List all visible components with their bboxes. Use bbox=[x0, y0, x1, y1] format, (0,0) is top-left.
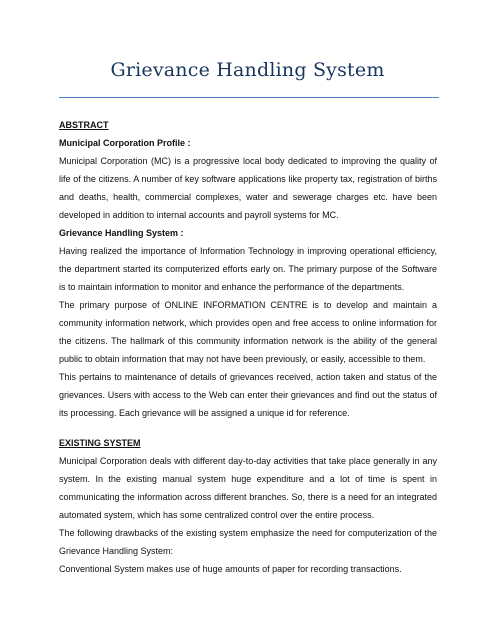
grievance-system-heading: Grievance Handling System : bbox=[59, 228, 184, 238]
existing-paragraph-3: Conventional System makes use of huge amounts of paper for recording transactions. bbox=[59, 564, 402, 574]
grievance-paragraph-2: The primary purpose of ONLINE INFORMATION CENTRE is to develop and maintain a community information network, which provides open and free access to online information for the citizens. The hallmark of this community information network is the ability of the general public to obtain information that may not have been previously, or easily, accessible to them. bbox=[59, 300, 437, 364]
existing-system-section bbox=[59, 434, 437, 578]
title-divider bbox=[59, 97, 439, 98]
grievance-paragraph-3: This pertains to maintenance of details of grievances received, action taken and status of the grievances. Users with access to the Web can enter their grievances and find out the status of its processing. Each grievance will be assigned a unique id for reference. bbox=[59, 372, 437, 418]
existing-paragraph-1: Municipal Corporation deals with different day-to-day activities that take place generally in any system. In the existing manual system huge expenditure and a lot of time is spent in communicating the information across different branches. So, there is a need for an integrated automated system, which has some centralized control over the entire process. bbox=[59, 456, 437, 520]
document-title: Grievance Handling System bbox=[110, 59, 385, 81]
mc-profile-paragraph: Municipal Corporation (MC) is a progressive local body dedicated to improving the quality of life of the citizens. A number of key software applications like property tax, registration of births and deaths, health, commercial complexes, water and sewerage charges etc. have been developed in addition to internal accounts and payroll systems for MC. bbox=[59, 156, 437, 220]
grievance-paragraph-1: Having realized the importance of Information Technology in improving operational efficiency, the department started its computerized efforts early on. The primary purpose of the Software is to maintain information to monitor and enhance the performance of the departments. bbox=[59, 246, 437, 292]
existing-paragraph-2: The following drawbacks of the existing system emphasize the need for computerization of the Grievance Handling System: bbox=[59, 528, 437, 556]
mc-profile-heading: Municipal Corporation Profile : bbox=[59, 138, 191, 148]
existing-system-heading: EXISTING SYSTEM bbox=[59, 438, 141, 448]
abstract-heading: ABSTRACT bbox=[59, 120, 109, 130]
abstract-section bbox=[59, 116, 437, 422]
